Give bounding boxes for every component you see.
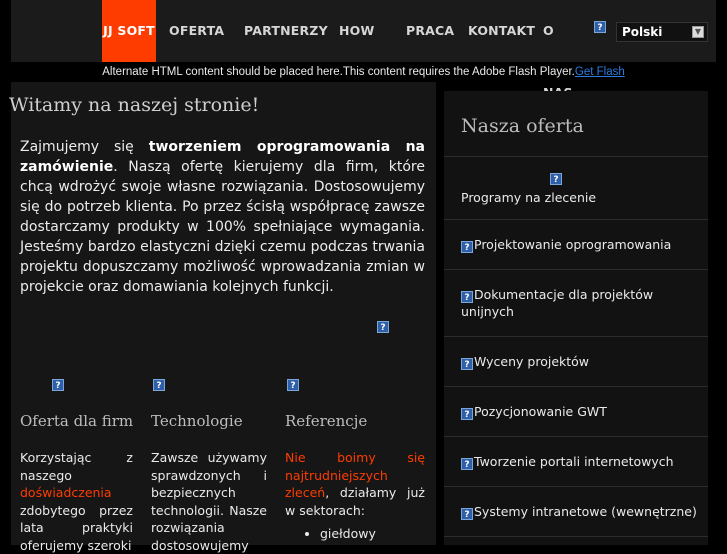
broken-image-icon: ? — [377, 321, 389, 333]
offer-column-title: Oferta dla firm — [20, 412, 134, 430]
sector-list — [285, 525, 425, 543]
offer-highlight: doświadczenia — [20, 485, 112, 500]
sidebar-item-portale[interactable] — [461, 453, 701, 470]
nav-item-how-to[interactable]: HOW — [339, 23, 375, 38]
nav-item-kontakt[interactable]: KONTAKT — [468, 23, 536, 38]
refs-text-rest: , działamy już w sektorach: — [285, 485, 425, 518]
broken-image-icon: ? — [461, 358, 473, 370]
intro-paragraph — [20, 137, 425, 297]
sidebar-item-label: Dokumentacje dla projektów unijnych — [461, 287, 654, 319]
intro-text-bold: tworzeniem oprogramowania na zamówienie — [20, 139, 425, 175]
broken-image-icon: ? — [461, 458, 473, 470]
nav-brand-jj-soft[interactable]: JJ SOFT — [102, 0, 156, 62]
nav-item-partnerzy[interactable]: PARTNERZY — [244, 23, 328, 38]
refs-column-title: Referencje — [285, 412, 368, 430]
divider — [444, 536, 708, 537]
refs-column-text — [285, 449, 425, 543]
offer-column-text — [20, 449, 133, 554]
get-flash-link[interactable]: Get Flash — [574, 66, 625, 78]
welcome-title: Witamy na naszej stronie! — [9, 94, 260, 116]
broken-image-icon: ? — [287, 379, 299, 391]
sidebar-item-label: Projektowanie oprogramowania — [474, 237, 672, 252]
divider — [444, 336, 708, 337]
sidebar-title: Nasza oferta — [461, 115, 584, 137]
divider — [444, 486, 708, 487]
sidebar-item-dokumentacje[interactable] — [461, 286, 701, 320]
sidebar-item-label: Pozycjonowanie GWT — [474, 404, 607, 419]
broken-image-icon: ? — [594, 21, 606, 33]
flash-notice — [0, 65, 727, 79]
dropdown-arrow-icon[interactable]: ▼ — [692, 26, 704, 38]
refs-highlight: Nie boimy się najtrudniejszych zleceń — [285, 450, 425, 500]
broken-image-icon: ? — [461, 408, 473, 420]
divider — [444, 386, 708, 387]
top-navigation-bar — [11, 0, 716, 62]
sidebar-item-intranet[interactable] — [461, 503, 701, 520]
intro-text-start: Zajmujemy się — [20, 139, 149, 155]
intro-text-rest: . Naszą ofertę kierujemy dla firm, które chcą wdrożyć swoje własne rozwiązania. Dostosowujemy się do potrzeb klienta. Po przez ścisłą współpracę zawsze dostarczamy produkty w 100% spełniające wymagania. Jesteśmy bardzo elastyczni dzięki czemu podczas trwania projektu dopuszczamy możliwość wprowadzania zmian w projekcie oraz domawiania kolejnych funkcji. — [20, 159, 425, 295]
broken-image-icon: ? — [461, 508, 473, 520]
flash-message: Alternate HTML content should be placed here.This content requires the Adobe Flash Player. — [102, 66, 575, 78]
tech-column-title: Technologie — [151, 412, 243, 430]
tech-column-text: Zawsze używamy sprawdzonych i bezpiecznych technologii. Nasze rozwiązania dostosowujemy — [151, 450, 267, 553]
language-select[interactable] — [616, 22, 708, 42]
list-item: • giełdowy — [320, 525, 425, 543]
broken-image-icon: ? — [550, 173, 562, 185]
sidebar-item-label: Tworzenie portali internetowych — [474, 454, 674, 469]
offer-text-rest: zdobytego przez lata praktyki oferujemy szeroki — [20, 502, 133, 553]
divider — [444, 219, 708, 220]
broken-image-icon: ? — [461, 291, 473, 303]
offer-text-start: Korzystając z naszego — [20, 450, 133, 483]
divider — [444, 269, 708, 270]
sidebar-item-projektowanie[interactable] — [461, 236, 701, 253]
nav-item-o-nas[interactable]: O — [543, 23, 554, 38]
sidebar-item-label: Wyceny projektów — [474, 354, 590, 369]
sidebar-item-pozycjonowanie[interactable] — [461, 403, 701, 420]
nav-item-praca[interactable]: PRACA — [406, 23, 455, 38]
offer-sidebar — [444, 91, 708, 545]
broken-image-icon: ? — [153, 379, 165, 391]
broken-image-icon: ? — [461, 241, 473, 253]
divider — [444, 156, 708, 157]
divider — [444, 436, 708, 437]
sidebar-item-programy[interactable]: Programy na zlecenie — [461, 190, 597, 205]
nav-item-oferta[interactable]: OFERTA — [169, 23, 225, 38]
broken-image-icon: ? — [52, 379, 64, 391]
sidebar-item-label: Systemy intranetowe (wewnętrzne) — [474, 504, 697, 519]
sidebar-item-wyceny[interactable] — [461, 353, 701, 370]
language-select-value: Polski — [622, 25, 663, 39]
